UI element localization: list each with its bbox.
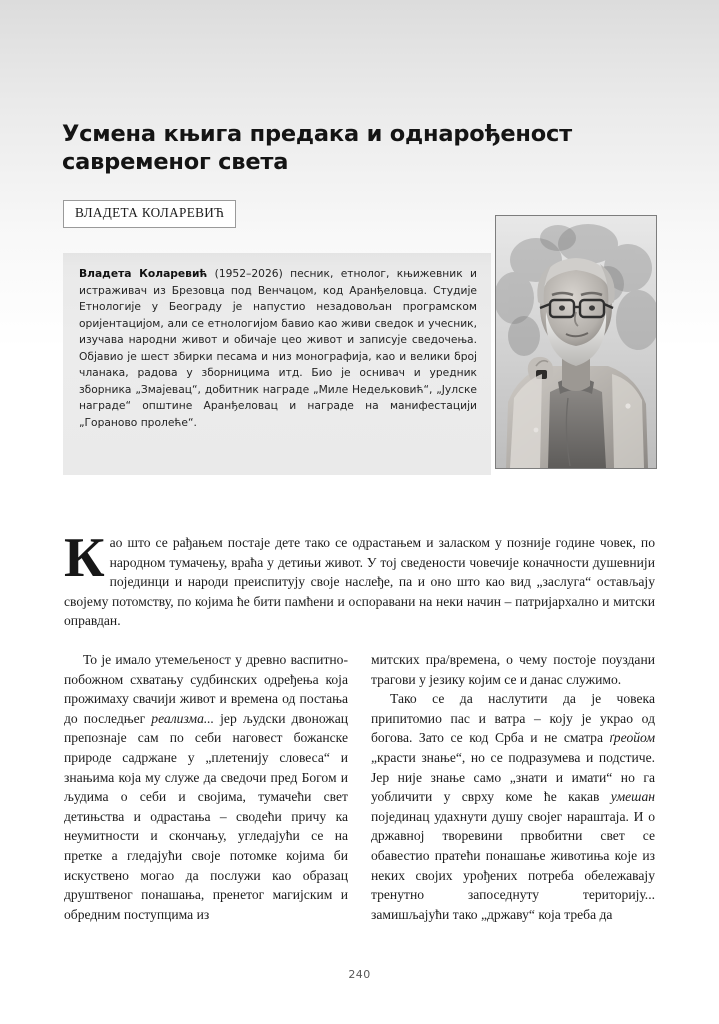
body-text: митских пра/времена, о чему постоје поуздани трагови у језику којим се и данас служимо. <box>371 652 655 687</box>
biography-author-name: Владета Коларевић <box>79 267 208 280</box>
author-name-label: ВЛАДЕТА КОЛАРЕВИЋ <box>75 205 225 220</box>
author-name-box <box>63 200 236 228</box>
body-column-left <box>64 650 348 924</box>
emphasis-text: ґреойом <box>609 730 655 746</box>
drop-cap: К <box>64 527 105 589</box>
intro-paragraph <box>64 527 655 631</box>
body-columns <box>64 650 655 935</box>
author-portrait-photo <box>495 215 657 469</box>
emphasis-text: умешан <box>610 789 655 805</box>
body-text: Тако се да наслутити да је човека припитомио пас и ватра – коју је украо од богова. Зато се код Срба и не сматра <box>371 691 655 746</box>
body-text: јер људски двоножац препознаје сам по себи наговест божанске природе садржане у „плетенију словеса“ и знањима која му служе да сведочи пред Богом и људима о себи и својима, тумачећи свет детињства и одрастања – сводећи причу ка неумитности и скончању, угледајући се на претке а гледајући своје потомке којима би искуствено могао да послужи као образац друштвеног понашања, пренетог магијским и обредним поступцима из <box>64 710 348 922</box>
intro-paragraph-text: ао што се рађањем постаје дете тако се одрастањем и заласком у познијe године човек, по народном тумачењу, враћа у детињи живот. У тој сведености човечије коначности душевнији појединци и народи преиспитују своје наслеђе, па и оно што као вид „заслуга“ остављају својему потомству, по којима ће бити памћени и оспоравани на неки начин – патријархално и митски оправдан. <box>64 535 655 629</box>
body-text: појединац удахнути душу својег нараштаја. И о државној творевини првобитни свет се обавестио пратећи понашање животиња које из неких својих урођених потреба обележавају тренутно запоседнуту територију... замишљајући тако „државу“ која треба да <box>371 808 655 922</box>
body-paragraph <box>371 689 655 924</box>
body-column-right <box>371 650 655 924</box>
body-paragraph <box>371 650 655 689</box>
portrait-image <box>496 216 656 468</box>
biography-body: (1952–2026) песник, етнолог, књижевник и истраживач из Брезовца под Венчацом, код Аранђеловца. Студије Етнологије у Београду је напустио незадовољан програмском оријентацијом, али се етнологијом бавио као живи сведок и учесник, изучава народни живот и обичаје цео живот и записује сведочења. Објавио је шест збирки песама и низ монографија, као и велики број чланака, радова у зборницима итд. Био је оснивач и уредник зборника „Змајевац“, добитник награде „Миле Недељковић“, „Јулске награде“ општине Аранђеловац и награде на манифестацији „Гораново пролеће“. <box>79 267 478 429</box>
biography-text <box>79 266 477 431</box>
emphasis-text: реализма... <box>151 710 215 726</box>
body-paragraph <box>64 650 348 924</box>
body-text: „красти знање“, но се подразумева и подстиче. Јер није знање само „знати и имати“ но га уобличити у сврху коме ће какав <box>371 749 655 805</box>
body-text: То је имало утемељеност у древно васпитно-побожном схватању судбинских одређења која прожимаху свачији живот и времена од постања до последњег <box>64 652 348 726</box>
page-number: 240 <box>348 968 371 981</box>
author-biography-panel <box>63 253 491 475</box>
page-title: Усмена књига предака и однарођеност савременог света <box>62 121 572 176</box>
